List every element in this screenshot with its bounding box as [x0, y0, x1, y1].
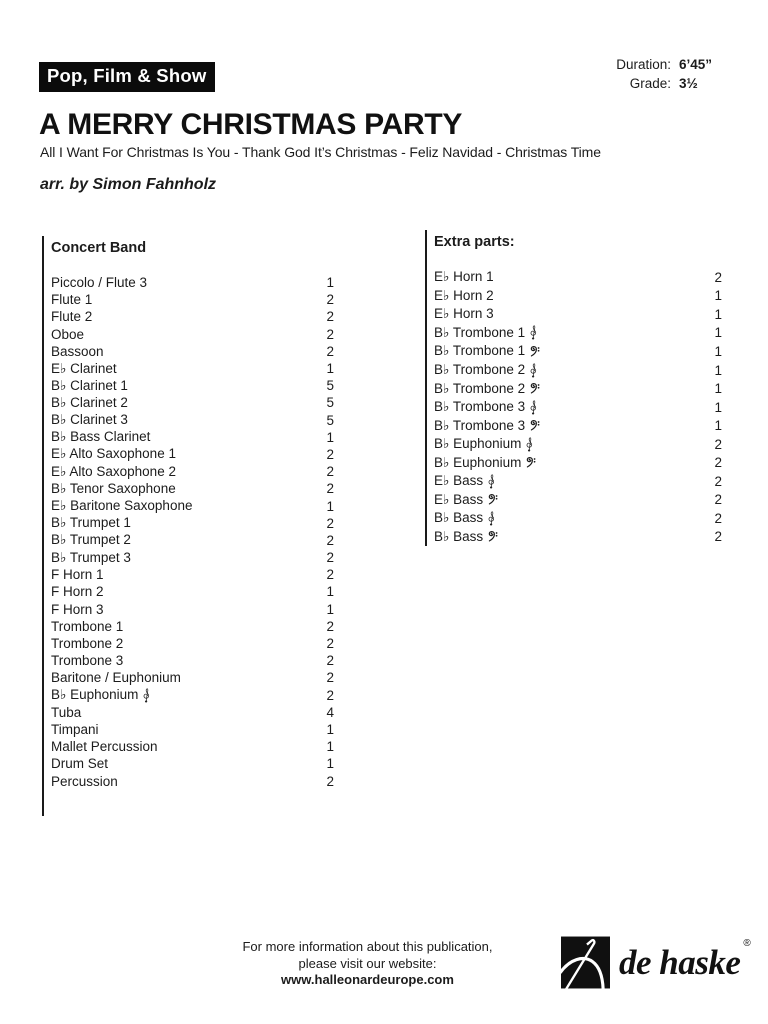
instrument-name: B♭ Tenor Saxophone [51, 480, 176, 496]
bass-clef-icon [530, 420, 541, 431]
instrument-quantity: 1 [714, 306, 722, 322]
instrument-row [51, 566, 334, 583]
instrument-name: B♭ Trumpet 2 [51, 532, 131, 548]
instrument-quantity: 2 [326, 550, 334, 566]
instrument-row [51, 652, 334, 669]
treble-clef-icon [530, 363, 536, 378]
instrument-quantity: 2 [714, 510, 722, 526]
instrument-name: B♭ Clarinet 3 [51, 412, 128, 428]
footer-info-line-2: please visit our website: [298, 955, 437, 971]
instrument-row [51, 394, 334, 411]
instrument-quantity: 1 [326, 721, 334, 737]
instrument-quantity: 1 [326, 275, 334, 291]
instrument-name: Piccolo / Flute 3 [51, 275, 148, 291]
publisher-logo [561, 936, 751, 989]
instrument-row [434, 361, 722, 380]
instrument-name: B♭ Bass [434, 510, 484, 526]
instrument-quantity: 2 [714, 269, 722, 285]
instrument-quantity: 2 [326, 687, 334, 703]
instrument-quantity: 2 [326, 343, 334, 359]
instrument-quantity: 2 [714, 473, 722, 489]
extra-parts-heading: Extra parts: [434, 234, 515, 250]
bass-clef-icon [530, 383, 541, 394]
instrument-name: Baritone / Euphonium [51, 670, 181, 686]
instrument-row [51, 308, 334, 325]
instrument-quantity: 1 [714, 288, 722, 304]
instrument-quantity: 1 [326, 756, 334, 772]
treble-clef-icon [530, 325, 536, 340]
instrument-name: Flute 1 [51, 292, 93, 308]
publisher-wordmark: de haske [619, 943, 741, 982]
treble-clef-icon [143, 688, 149, 703]
instrument-quantity: 2 [326, 481, 334, 497]
instrument-quantity: 1 [714, 362, 722, 378]
bass-clef-icon [526, 457, 537, 468]
grade-row [616, 74, 723, 93]
instrument-quantity: 2 [326, 618, 334, 634]
instrument-name: B♭ Trombone 1 [434, 343, 526, 359]
instrument-name: Flute 2 [51, 309, 93, 325]
instrument-name: B♭ Clarinet 1 [51, 377, 128, 393]
instrument-row [434, 398, 722, 417]
de-haske-logo-mark [561, 936, 610, 989]
instrument-name: Oboe [51, 326, 85, 342]
instrument-name: B♭ Clarinet 2 [51, 394, 128, 410]
instrument-row [51, 412, 334, 429]
instrument-name: F Horn 1 [51, 567, 104, 583]
concert-band-column [42, 236, 334, 816]
instrument-name: E♭ Horn 3 [434, 306, 494, 322]
instrument-name: Trombone 1 [51, 618, 124, 634]
instrument-quantity: 2 [326, 292, 334, 308]
instrument-row [51, 429, 334, 446]
instrument-name: B♭ Trombone 2 [434, 380, 526, 396]
instrument-name: Tuba [51, 704, 82, 720]
instrument-name: E♭ Baritone Saxophone [51, 498, 193, 514]
instrument-quantity: 2 [326, 446, 334, 462]
instrument-quantity: 1 [714, 418, 722, 434]
registered-trademark-symbol: ® [743, 938, 751, 949]
category-badge: Pop, Film & Show [39, 62, 215, 92]
instrument-row [434, 287, 722, 306]
instrument-name: E♭ Alto Saxophone 1 [51, 446, 176, 462]
instrument-name: Bassoon [51, 343, 104, 359]
instrument-row [434, 342, 722, 361]
instrument-row [51, 343, 334, 360]
footer-info [180, 939, 555, 989]
instrument-quantity: 2 [326, 464, 334, 480]
instrument-row [51, 669, 334, 686]
instrument-row [51, 772, 334, 789]
instrument-row [434, 379, 722, 398]
instrument-name: B♭ Euphonium [434, 436, 522, 452]
instrument-row [434, 472, 722, 491]
instrument-quantity: 2 [326, 326, 334, 342]
arranger-credit: arr. by Simon Fahnholz [40, 176, 217, 193]
instrument-quantity: 2 [326, 636, 334, 652]
instrument-quantity: 2 [714, 436, 722, 452]
page-title: A MERRY CHRISTMAS PARTY [39, 108, 463, 141]
instrument-name: B♭ Euphonium [434, 454, 522, 470]
bass-clef-icon [488, 494, 499, 505]
instrument-row [51, 583, 334, 600]
instrument-row [51, 463, 334, 480]
instrument-row [51, 721, 334, 738]
website-url: www.halleonardeurope.com [281, 972, 454, 987]
instrument-name: F Horn 2 [51, 584, 104, 600]
medley-subtitle: All I Want For Christmas Is You - Thank God It’s Christmas - Feliz Navidad - Christmas Time [40, 144, 601, 160]
instrument-row [434, 305, 722, 324]
grade-label: Grade: [629, 76, 671, 91]
instrument-quantity: 2 [326, 653, 334, 669]
instrument-quantity: 2 [326, 532, 334, 548]
instrument-name: Timpani [51, 721, 99, 737]
footer-info-line-1: For more information about this publication, [242, 939, 493, 954]
instrument-name: E♭ Bass [434, 491, 484, 507]
instrument-name: F Horn 3 [51, 601, 104, 617]
instrument-name: Drum Set [51, 756, 109, 772]
instrument-quantity: 2 [714, 492, 722, 508]
instrument-name: B♭ Trumpet 1 [51, 515, 131, 531]
instrument-name: E♭ Horn 1 [434, 269, 494, 285]
instrument-row [51, 274, 334, 291]
instrument-row [51, 601, 334, 618]
bass-clef-icon [488, 531, 499, 542]
treble-clef-icon [488, 474, 494, 489]
instrument-row [51, 515, 334, 532]
instrument-row [51, 326, 334, 343]
instrument-row [434, 453, 722, 472]
instrument-quantity: 2 [326, 515, 334, 531]
instrument-row [51, 532, 334, 549]
instrument-quantity: 2 [714, 529, 722, 545]
duration-row [616, 55, 723, 74]
extra-parts-list [434, 268, 722, 546]
instrument-name: B♭ Euphonium [51, 687, 139, 703]
instrument-quantity: 5 [326, 412, 334, 428]
instrument-quantity: 4 [326, 704, 334, 720]
instrument-name: Percussion [51, 773, 118, 789]
instrument-quantity: 2 [326, 309, 334, 325]
instrument-row [51, 360, 334, 377]
instrument-quantity: 1 [326, 361, 334, 377]
duration-label: Duration: [616, 57, 671, 72]
instrument-row [51, 755, 334, 772]
instrument-row [51, 497, 334, 514]
instrument-name: B♭ Trombone 2 [434, 362, 526, 377]
instrument-quantity: 2 [714, 455, 722, 471]
instrument-quantity: 1 [714, 343, 722, 359]
instrument-quantity: 1 [326, 601, 334, 617]
instrument-name: B♭ Trombone 3 [434, 399, 526, 415]
treble-clef-icon [488, 511, 494, 526]
instrument-quantity: 1 [326, 739, 334, 755]
instrument-row [434, 268, 722, 287]
instrument-quantity: 2 [326, 567, 334, 583]
concert-band-heading: Concert Band [51, 240, 147, 256]
instrument-row [51, 704, 334, 721]
instrument-row [434, 324, 722, 343]
treble-clef-icon [526, 437, 532, 452]
instrument-name: B♭ Trombone 1 [434, 324, 526, 340]
instrument-name: B♭ Trumpet 3 [51, 549, 131, 565]
duration-value: 6’45” [679, 57, 713, 72]
bass-clef-icon [530, 346, 541, 357]
instrument-name: B♭ Bass Clarinet [51, 429, 151, 445]
instrument-quantity: 2 [326, 773, 334, 789]
instrument-name: B♭ Trombone 3 [434, 417, 526, 433]
instrument-row [51, 291, 334, 308]
instrument-quantity: 1 [326, 429, 334, 445]
instrument-name: E♭ Clarinet [51, 360, 117, 376]
instrument-row [51, 480, 334, 497]
extra-parts-column [425, 230, 722, 546]
instrument-row [434, 528, 722, 547]
instrument-name: Trombone 2 [51, 636, 124, 652]
concert-band-list [51, 274, 334, 790]
instrument-row [51, 687, 334, 704]
instrument-row [51, 618, 334, 635]
instrument-quantity: 1 [326, 584, 334, 600]
instrument-name: Mallet Percussion [51, 739, 158, 755]
instrument-row [434, 509, 722, 528]
instrument-row [434, 491, 722, 510]
treble-clef-icon [530, 400, 536, 415]
instrument-name: Trombone 3 [51, 653, 124, 669]
instrument-quantity: 5 [326, 395, 334, 411]
instrument-quantity: 1 [714, 399, 722, 415]
instrument-quantity: 2 [326, 670, 334, 686]
instrument-row [51, 549, 334, 566]
instrument-quantity: 5 [326, 378, 334, 394]
instrument-name: E♭ Bass [434, 473, 484, 489]
instrument-name: E♭ Alto Saxophone 2 [51, 463, 176, 479]
instrument-quantity: 1 [714, 325, 722, 341]
instrument-quantity: 1 [714, 381, 722, 397]
grade-value: 3½ [679, 76, 698, 91]
instrument-row [51, 446, 334, 463]
instrument-quantity: 1 [326, 498, 334, 514]
instrument-name: E♭ Horn 2 [434, 287, 494, 303]
instrument-row [51, 738, 334, 755]
instrument-name: B♭ Bass [434, 528, 484, 544]
instrument-row [434, 416, 722, 435]
publication-meta [616, 55, 723, 93]
instrument-row [434, 435, 722, 454]
instrument-row [51, 377, 334, 394]
instrument-row [51, 635, 334, 652]
